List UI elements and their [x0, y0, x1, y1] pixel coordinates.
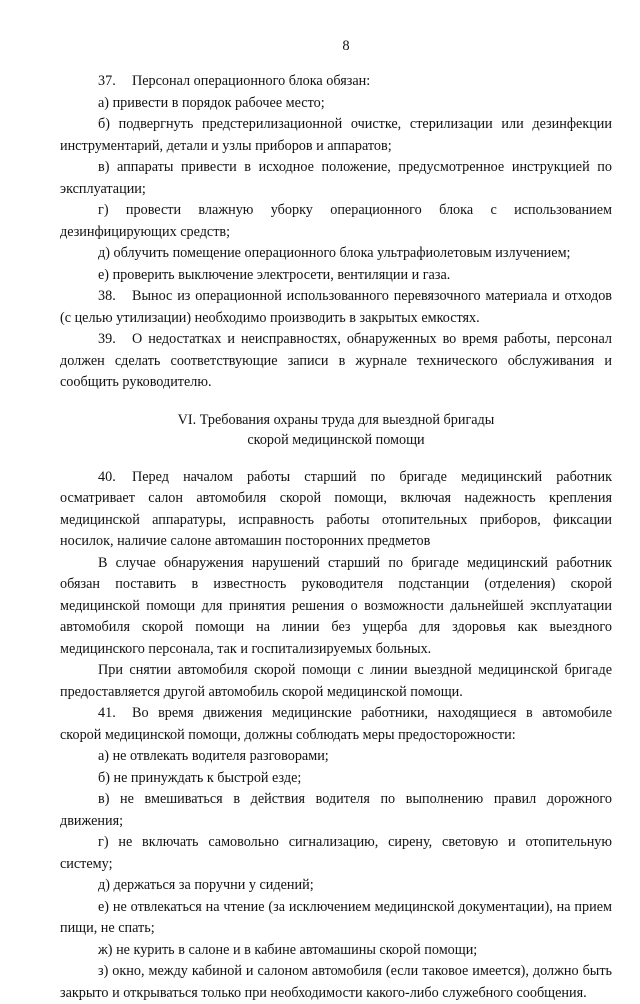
clause-40: [60, 467, 612, 553]
list-item: г) не включать самовольно сигнализацию, сирену, световую и отопительную систему;: [60, 834, 612, 872]
clause-39: [60, 329, 612, 394]
list-item: ж) не курить в салоне и в кабине автомашины скорой помощи;: [98, 941, 478, 958]
page-number: 8: [342, 38, 350, 54]
clause-text: Персонал операционного блока обязан:: [132, 73, 371, 89]
clause-number: 37.: [98, 73, 116, 89]
list-item: в) аппараты привести в исходное положение, предусмотренное инструкцией по эксплуатации;: [60, 159, 612, 197]
list-item: б) подвергнуть предстерилизационной очистке, стерилизации или дезинфекции инструментарий, детали и узлы приборов и аппаратов;: [60, 116, 612, 154]
list-item: е) проверить выключение электросети, вентиляции и газа.: [98, 266, 451, 283]
list-item: в) не вмешиваться в действия водителя по выполнению правил дорожного движения;: [60, 791, 612, 829]
section-title-line1: VI. Требования охраны труда для выездной бригады: [177, 411, 495, 428]
clause-41: [60, 703, 612, 746]
list-item: г) провести влажную уборку операционного блока с использованием дезинфицирующих средств;: [60, 202, 612, 240]
clause-40-continuation: В случае обнаружения нарушений старший по бригаде медицинский работник обязан поставить в известность руководителя подстанции (отделения) скорой медицинской помощи для принятия решения о возможности дальнейшей эксплуатации автомобиля скорой помощи на линии без ущерба для здоровья как выездного медицинского персонала, так и госпитализируемых больных.: [60, 554, 612, 657]
list-item: б) не принуждать к быстрой езде;: [98, 769, 302, 786]
list-item: а) не отвлекать водителя разговорами;: [98, 748, 329, 764]
clause-number: 40.: [98, 468, 116, 485]
clause-number: 41.: [98, 705, 116, 721]
list-item: а) привести в порядок рабочее место;: [98, 94, 325, 111]
list-item: д) держаться за поручни у сидений;: [98, 877, 314, 893]
clause-text: О недостатках и неисправностях, обнаруженных во время работы, персонал должен сделать соответствующие записи в журнале технического обслуживания и сообщить руководителю.: [60, 331, 612, 390]
clause-text: Вынос из операционной использованного перевязочного материала и отходов (с целью утилизации) необходимо производить в закрытых емкостях.: [60, 288, 612, 326]
clause-number: 38.: [98, 288, 116, 304]
list-item: е) не отвлекаться на чтение (за исключением медицинской документации), на прием пищи, не спать;: [60, 898, 612, 936]
clause-text: Перед началом работы старший по бригаде медицинский работник осматривает салон автомобиля скорой помощи, включая надежность крепления медицинской аппаратуры, исправность работы отопительных приборов, фиксации носилок, наличие салоне автомашин посторонних предметов: [60, 468, 612, 549]
clause-38: [60, 286, 612, 329]
list-item: д) облучить помещение операционного блока ультрафиолетовым излучением;: [98, 245, 571, 261]
clause-number: 39.: [98, 331, 116, 347]
section-title-line2: скорой медицинской помощи: [247, 431, 425, 448]
clause-40-continuation: При снятии автомобиля скорой помощи с линии выездной медицинской бригаде предоставляется другой автомобиль скорой медицинской помощи.: [60, 662, 612, 700]
clause-37: [60, 71, 612, 93]
list-item: з) окно, между кабиной и салоном автомобиля (если таковое имеется), должно быть закрыто и открываться только при необходимости какого-либо служебного сообщения.: [60, 963, 612, 1001]
clause-text: Во время движения медицинские работники, находящиеся в автомобиле скорой медицинской помощи, должны соблюдать меры предосторожности:: [60, 705, 612, 743]
section-heading: [60, 410, 612, 450]
